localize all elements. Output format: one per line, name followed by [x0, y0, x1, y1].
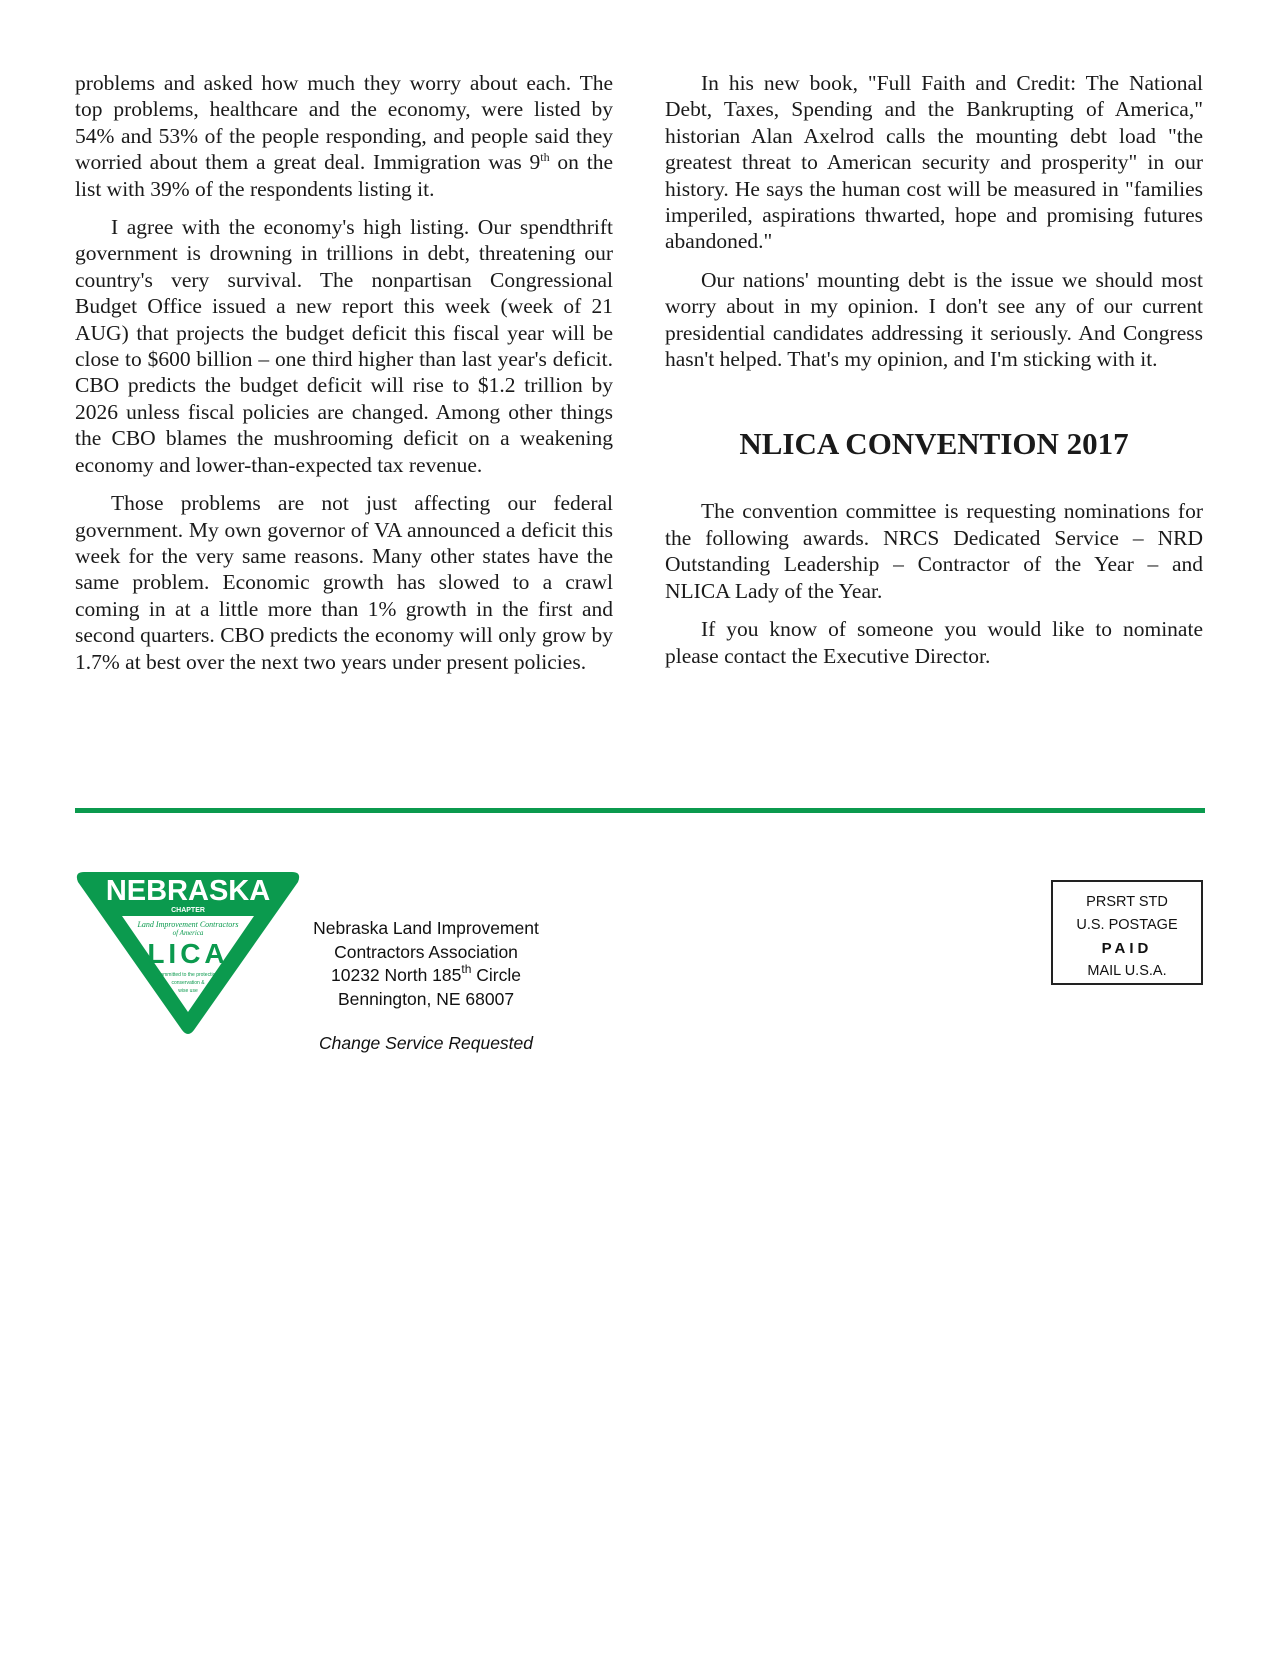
logo-chapter-text: CHAPTER [171, 907, 205, 914]
address-line-1: Nebraska Land Improvement [313, 918, 539, 938]
return-address [300, 917, 552, 1011]
logo-small-1: committed to the protection [157, 972, 219, 978]
nebraska-lica-logo [72, 870, 304, 1036]
left-column [75, 70, 613, 687]
logo-lica-name-2: of America [172, 929, 204, 937]
logo-lica-name-1: Land Improvement Contractors [137, 920, 239, 929]
paragraph-opinion: Our nations' mounting debt is the issue we should most worry about in my opinion. I don't see any of our current presidential candidates addressing it seriously. And Congress hasn't helped. That's my opinion, and I'm sticking with it. [665, 267, 1203, 372]
postage-line-2: U.S. POSTAGE [1076, 917, 1178, 933]
postage-indicia [1051, 880, 1203, 985]
paragraph-contact: If you know of someone you would like to nominate please contact the Executive Director. [665, 617, 1203, 668]
paragraph-survey: problems and asked how much they worry about each. The top problems, healthcare and the economy, were listed by 54% and 53% of the people responding, and people said they worried about them a great deal. Immigration was 9th on the list with 39% of the respondents listing it. [75, 71, 613, 201]
right-column [665, 70, 1203, 681]
logo-nebraska-text: NEBRASKA [105, 875, 271, 907]
postage-line-4: MAIL U.S.A. [1087, 963, 1167, 979]
section-heading: NLICA CONVENTION 2017 [739, 426, 1129, 462]
logo-small-3: wise use [178, 988, 198, 994]
change-service-note: Change Service Requested [318, 1033, 534, 1053]
logo-small-2: conservation & [171, 980, 205, 986]
address-line-4: Bennington, NE 68007 [337, 988, 515, 1009]
paragraph-economy: I agree with the economy's high listing. Our spendthrift government is drowning in trillions in debt, threatening our country's very survival. The nonpartisan Congressional Budget Office issued a new report this week (week of 21 AUG) that projects the budget deficit this fiscal year will be close to $600 billion – one third higher than last year's deficit. CBO predicts the budget deficit will rise to $1.2 trillion by 2026 unless fiscal policies are changed. Among other things the CBO blames the mushrooming deficit on a weakening economy and lower-than-expected tax revenue. [75, 215, 613, 477]
postage-paid: PAID [1101, 940, 1153, 957]
postage-line-1: PRSRT STD [1086, 894, 1168, 910]
green-divider [75, 808, 1205, 813]
address-line-2: Contractors Association [334, 941, 518, 962]
paragraph-problems: Those problems are not just affecting our federal government. My own governor of VA announced a deficit this week for the very same reasons. Many other states have the same problem. Economic growth has slowed to a crawl coming in at a little more than 1% growth in the first and second quarters. CBO predicts the economy will only grow by 1.7% at best over the next two years under present policies. [75, 491, 613, 674]
paragraph-book: In his new book, "Full Faith and Credit: The National Debt, Taxes, Spending and the Bankrupting of America," historian Alan Axelrod calls the mounting debt load "the greatest threat to American security and prosperity" in our history. He says the human cost will be measured in "families imperiled, aspirations thwarted, hope and promising futures abandoned." [665, 71, 1203, 254]
paragraph-nominations: The convention committee is requesting nominations for the following awards. NRCS Dedicated Service – NRD Outstanding Leadership – Contractor of the Year – and NLICA Lady of the Year. [665, 499, 1203, 603]
address-line-3: 10232 North 185th Circle [331, 962, 521, 985]
logo-lica-text: LICA [147, 938, 229, 969]
